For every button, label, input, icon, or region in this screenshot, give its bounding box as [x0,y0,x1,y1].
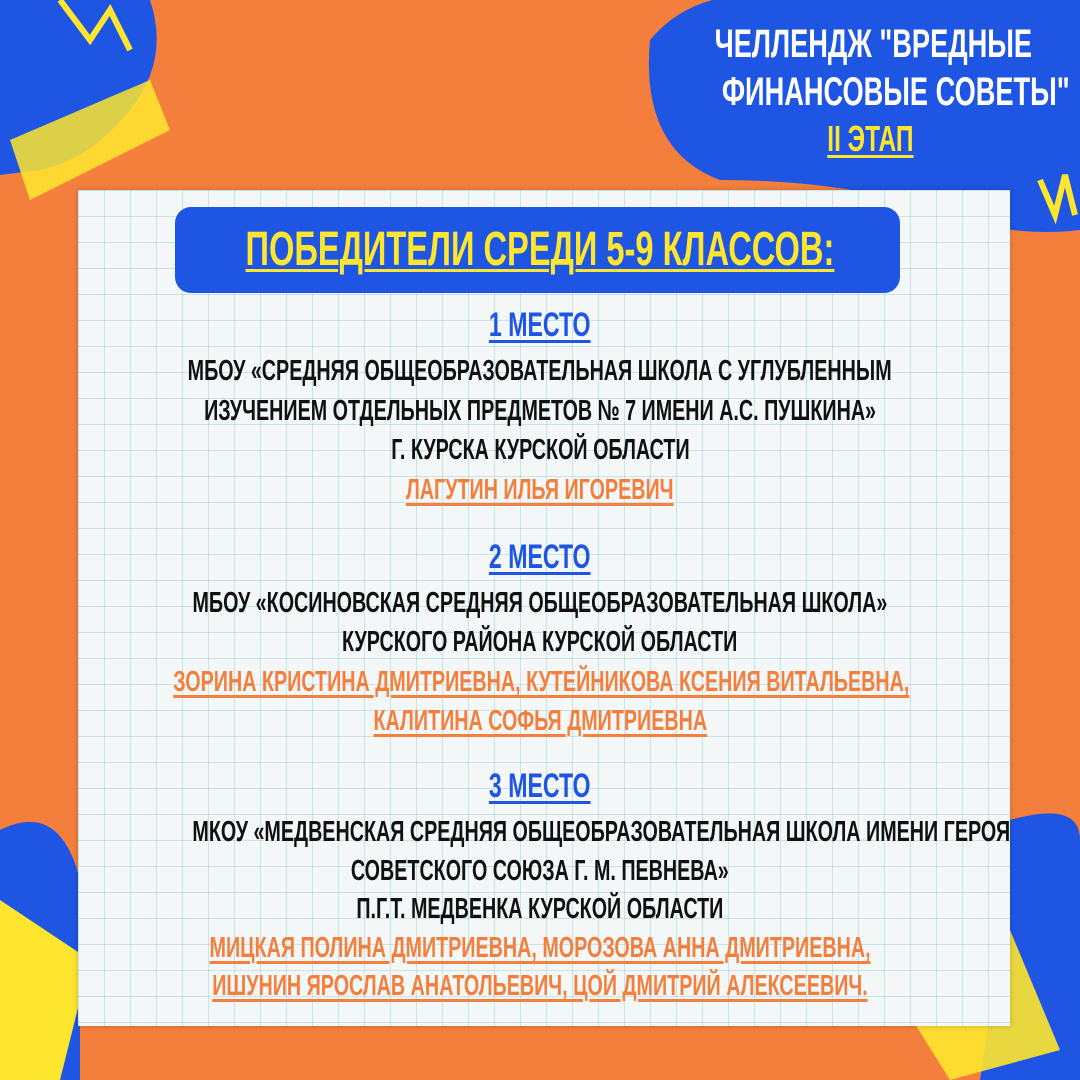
stage-label: II ЭТАП [826,118,914,159]
place-2-names: ЗОРИНА КРИСТИНА ДМИТРИЕВНА, КУТЕЙНИКОВА КСЕНИЯ ВИТАЛЬЕВНА, [173,666,910,698]
place-1-school: МБОУ «СРЕДНЯЯ ОБЩЕОБРАЗОВАТЕЛЬНАЯ ШКОЛА С УГЛУБЛЕННЫМ [188,355,892,387]
place-2-label: 2 МЕСТО [489,538,591,576]
place-3-school: МКОУ «МЕДВЕНСКАЯ СРЕДНЯЯ ОБЩЕОБРАЗОВАТЕЛЬНАЯ ШКОЛА ИМЕНИ ГЕРОЯ [192,816,1011,848]
place-2-school: МБОУ «КОСИНОВСКАЯ СРЕДНЯЯ ОБЩЕОБРАЗОВАТЕЛЬНАЯ ШКОЛА» [192,587,888,619]
place-3-label: 3 МЕСТО [489,767,591,805]
challenge-title-line1: ЧЕЛЛЕНДЖ "ВРЕДНЫЕ [714,22,1033,66]
place-3-names: ИШУНИН ЯРОСЛАВ АНАТОЛЬЕВИЧ, ЦОЙ ДМИТРИЙ АЛЕКСЕЕВИЧ. [212,970,868,1002]
place-1-school: Г. КУРСКА КУРСКОЙ ОБЛАСТИ [390,434,690,466]
winners-title: ПОБЕДИТЕЛИ СРЕДИ 5-9 КЛАССОВ: [245,223,835,276]
place-1-label: 1 МЕСТО [489,306,591,344]
place-3-names: МИЦКАЯ ПОЛИНА ДМИТРИЕВНА, МОРОЗОВА АННА ДМИТРИЕВНА, [209,932,871,964]
place-1-school: ИЗУЧЕНИЕМ ОТДЕЛЬНЫХ ПРЕДМЕТОВ № 7 ИМЕНИ А.С. ПУШКИНА» [204,395,876,427]
place-3-school: СОВЕТСКОГО СОЮЗА Г. М. ПЕВНЕВА» [351,855,729,887]
place-2-names: КАЛИТИНА СОФЬЯ ДМИТРИЕВНА [373,705,707,737]
place-3-school: П.Г.Т. МЕДВЕНКА КУРСКОЙ ОБЛАСТИ [356,893,724,925]
challenge-title-line2: ФИНАНСОВЫЕ СОВЕТЫ" [721,70,1070,114]
place-1-names: ЛАГУТИН ИЛЬЯ ИГОРЕВИЧ [406,474,674,506]
place-2-school: КУРСКОГО РАЙОНА КУРСКОЙ ОБЛАСТИ [342,626,738,658]
